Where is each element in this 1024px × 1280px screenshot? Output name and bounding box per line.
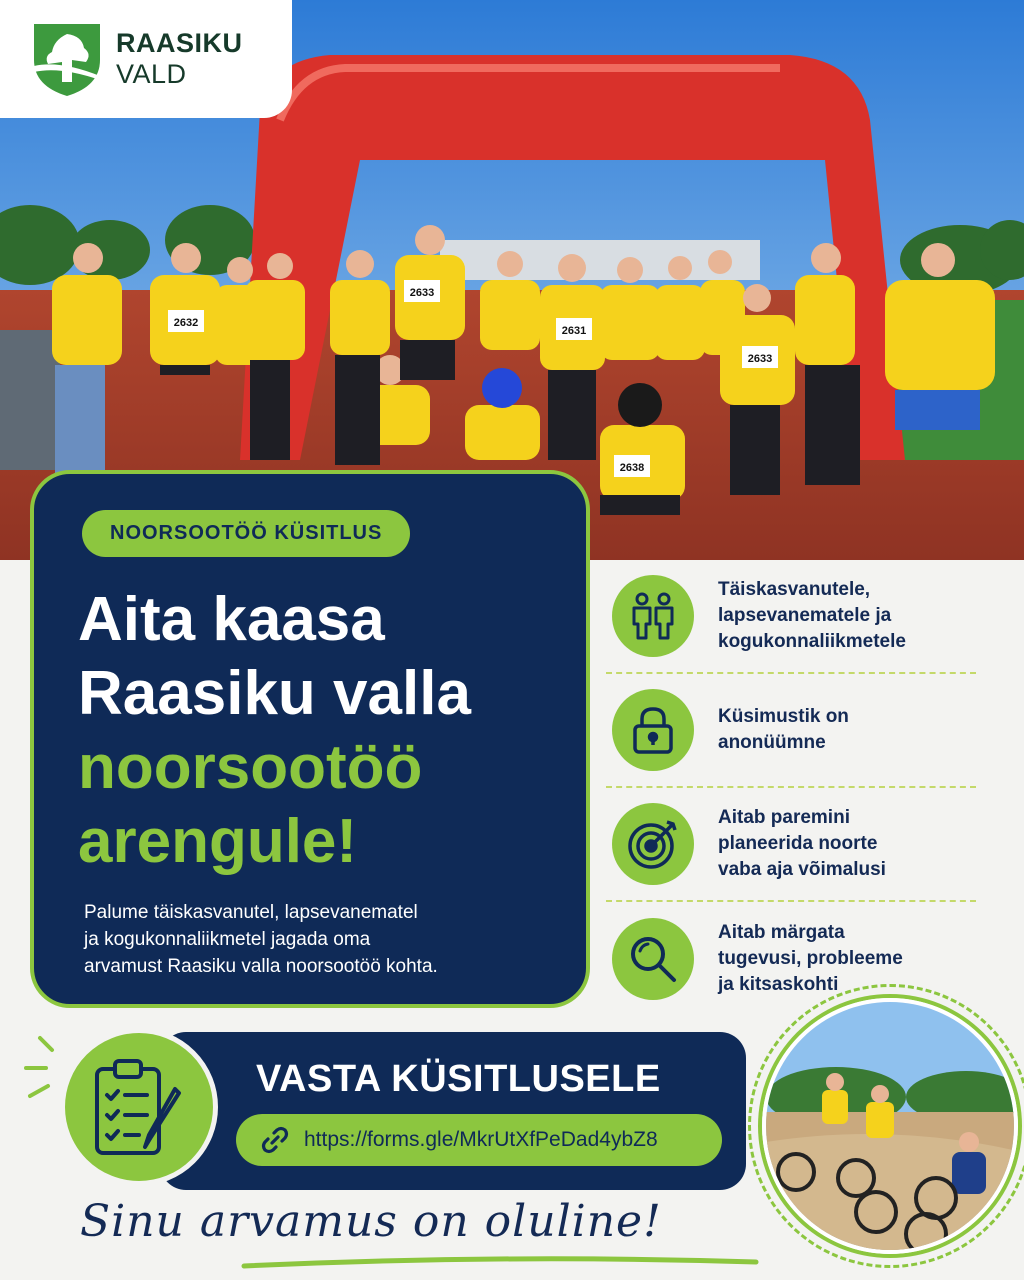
- race-bib: [404, 280, 440, 302]
- cycling-photo: [762, 998, 1018, 1254]
- feature-planning: [606, 788, 976, 902]
- svg-text:2632: 2632: [173, 317, 199, 329]
- svg-text:2638: 2638: [619, 462, 645, 474]
- feature-insight-text: Aitab märgata tugevusi, probleeme ja kitsaskohti: [718, 922, 903, 995]
- description-line-2: ja kogukonnaliikmetel jagada oma: [84, 929, 371, 950]
- headline: [78, 583, 546, 879]
- clipboard-badge: [60, 1028, 218, 1186]
- logo-sub: VALD: [116, 59, 187, 89]
- slogan: Sinu arvamus on oluline!: [80, 1196, 662, 1247]
- race-bib: [168, 310, 204, 332]
- cta-banner[interactable]: [160, 1032, 746, 1190]
- feature-list: [606, 560, 976, 1016]
- svg-text:2633: 2633: [409, 287, 435, 299]
- headline-line-3: noorsootöö: [78, 733, 423, 802]
- cycling-illustration: [766, 1002, 1018, 1254]
- underline-swoosh-icon: [240, 1252, 760, 1272]
- survey-badge: NOORSOOTÖÖ KÜSITLUS: [82, 510, 410, 557]
- feature-audience: [606, 560, 976, 674]
- survey-url[interactable]: https://forms.gle/MkrUtXfPeDad4ybZ8: [304, 1128, 658, 1151]
- magnifier-icon: [612, 918, 694, 1000]
- logo: [0, 0, 292, 118]
- description-line-1: Palume täiskasvanutel, lapsevanematel: [84, 902, 418, 923]
- race-bib: [742, 346, 778, 368]
- logo-name: RAASIKU: [116, 28, 243, 58]
- target-icon: [612, 803, 694, 885]
- people-icon: [612, 575, 694, 657]
- feature-anonymous-text: Küsimustik on anonüümne: [718, 706, 849, 753]
- survey-card: [30, 470, 590, 1008]
- headline-line-4: arengule!: [78, 807, 358, 876]
- headline-line-2: Raasiku valla: [78, 659, 471, 728]
- race-bib: [556, 318, 592, 340]
- svg-text:2633: 2633: [747, 353, 773, 365]
- cta-title[interactable]: VASTA KÜSITLUSELE: [256, 1058, 661, 1100]
- feature-anonymous: [606, 674, 976, 788]
- raasiku-shield-icon: [30, 20, 104, 98]
- clipboard-icon: [91, 1055, 187, 1159]
- svg-text:2631: 2631: [561, 325, 587, 337]
- lock-icon: [612, 689, 694, 771]
- link-icon: [260, 1125, 290, 1155]
- spark-decoration-icon: [20, 1032, 68, 1104]
- card-description: [84, 899, 504, 980]
- headline-line-1: Aita kaasa: [78, 585, 385, 654]
- feature-planning-text: Aitab paremini planeerida noorte vaba aja võimalusi: [718, 807, 886, 880]
- description-line-3: arvamust Raasiku valla noorsootöö kohta.: [84, 956, 438, 977]
- survey-link[interactable]: [236, 1114, 722, 1166]
- feature-audience-text: Täiskasvanutele, lapsevanematele ja kogukonnaliikmetele: [718, 579, 906, 652]
- race-bib: [614, 455, 650, 477]
